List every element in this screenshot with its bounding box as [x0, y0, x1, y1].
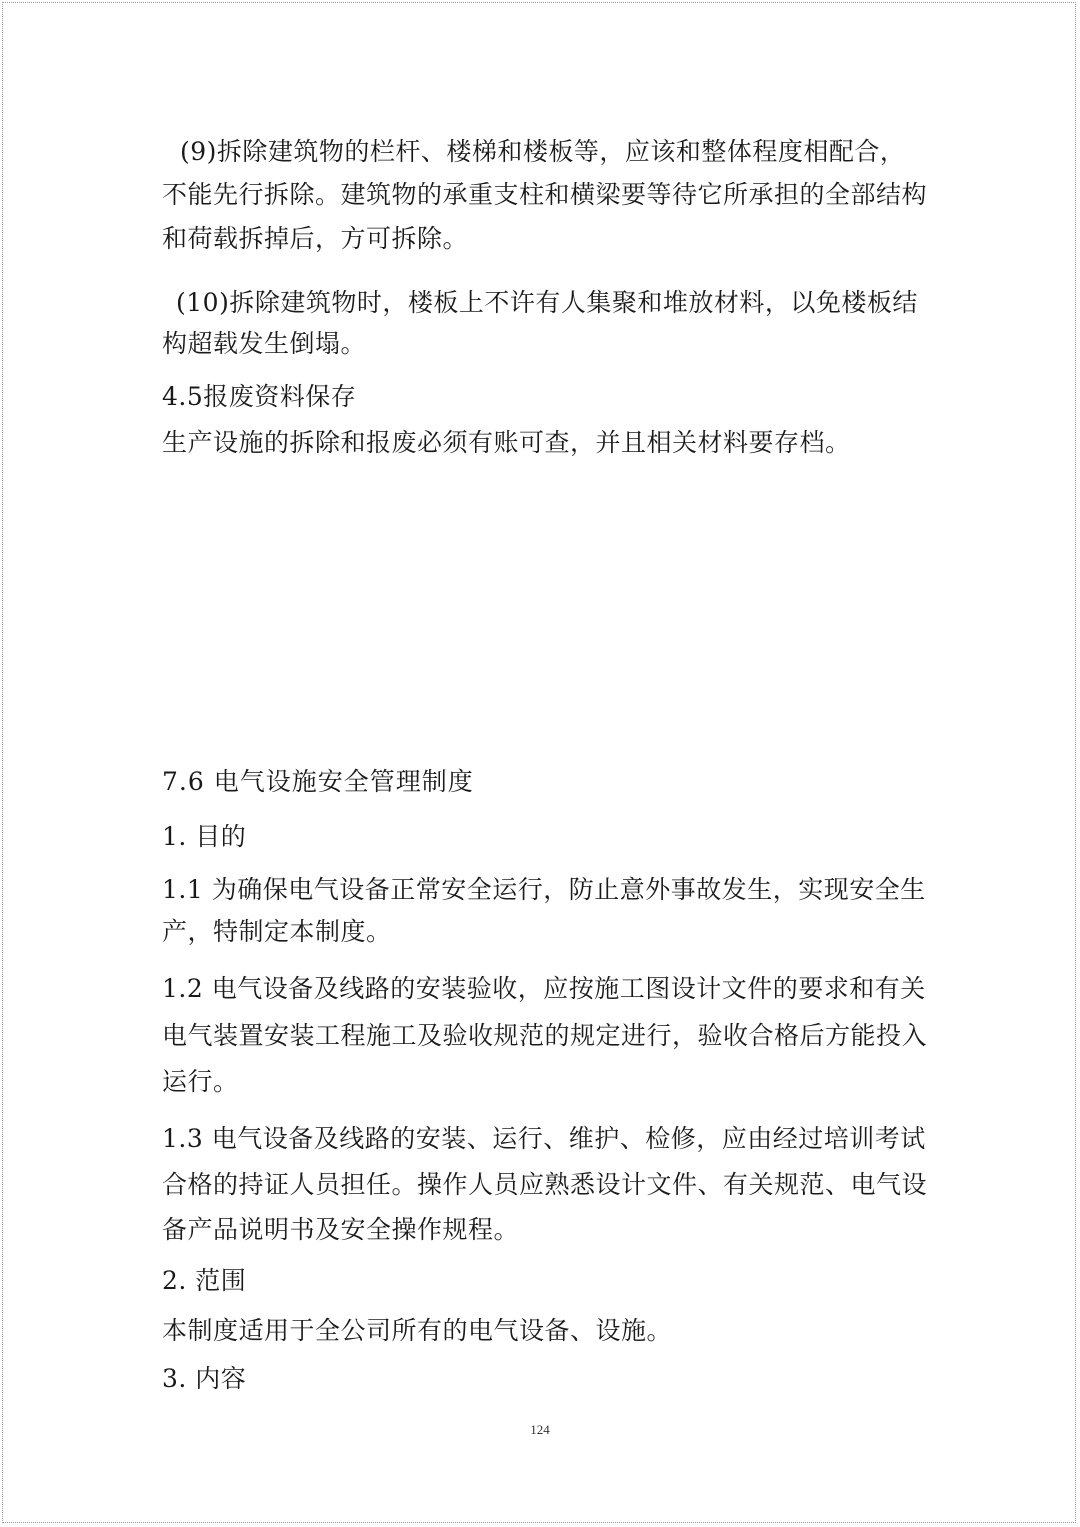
paragraph-scope-body: 本制度适用于全公司所有的电气设备、设施。	[162, 1316, 673, 1345]
page-number: 124	[530, 1422, 550, 1437]
heading-3-content: 3. 内容	[162, 1364, 247, 1393]
item-1-3-line-3: 备产品说明书及安全操作规程。	[162, 1215, 520, 1244]
item-1-2-line-1: 1.2 电气设备及线路的安装验收，应按施工图设计文件的要求和有关	[162, 974, 926, 1003]
paragraph-9-line-1: (9)拆除建筑物的栏杆、楼梯和楼板等，应该和整体程度相配合，	[180, 137, 906, 166]
item-1-1-line-1: 1.1 为确保电气设备正常安全运行，防止意外事故发生，实现安全生	[162, 875, 926, 904]
item-1-2-line-2: 电气装置安装工程施工及验收规范的规定进行，验收合格后方能投入	[162, 1021, 928, 1050]
paragraph-10-line-1: (10)拆除建筑物时，楼板上不许有人集聚和堆放材料，以免楼板结	[176, 288, 918, 317]
item-1-2-line-3: 运行。	[162, 1067, 239, 1096]
paragraph-9-line-2: 不能先行拆除。建筑物的承重支柱和横梁要等待它所承担的全部结构	[162, 180, 928, 209]
item-1-1-line-2: 产，特制定本制度。	[162, 917, 392, 946]
item-1-3-line-2: 合格的持证人员担任。操作人员应熟悉设计文件、有关规范、电气设	[162, 1170, 928, 1199]
heading-1-purpose: 1. 目的	[162, 822, 247, 851]
paragraph-9-line-3: 和荷载拆掉后，方可拆除。	[162, 224, 469, 253]
subheading-4-5: 4.5报废资料保存	[162, 382, 357, 411]
item-1-3-line-1: 1.3 电气设备及线路的安装、运行、维护、检修，应由经过培训考试	[162, 1124, 926, 1153]
paragraph-10-line-2: 构超载发生倒塌。	[162, 329, 367, 358]
heading-2-scope: 2. 范围	[162, 1266, 247, 1295]
section-title-7-6: 7.6 电气设施安全管理制度	[162, 767, 474, 796]
paragraph-4-5-body: 生产设施的拆除和报废必须有账可查，并且相关材料要存档。	[162, 428, 851, 457]
